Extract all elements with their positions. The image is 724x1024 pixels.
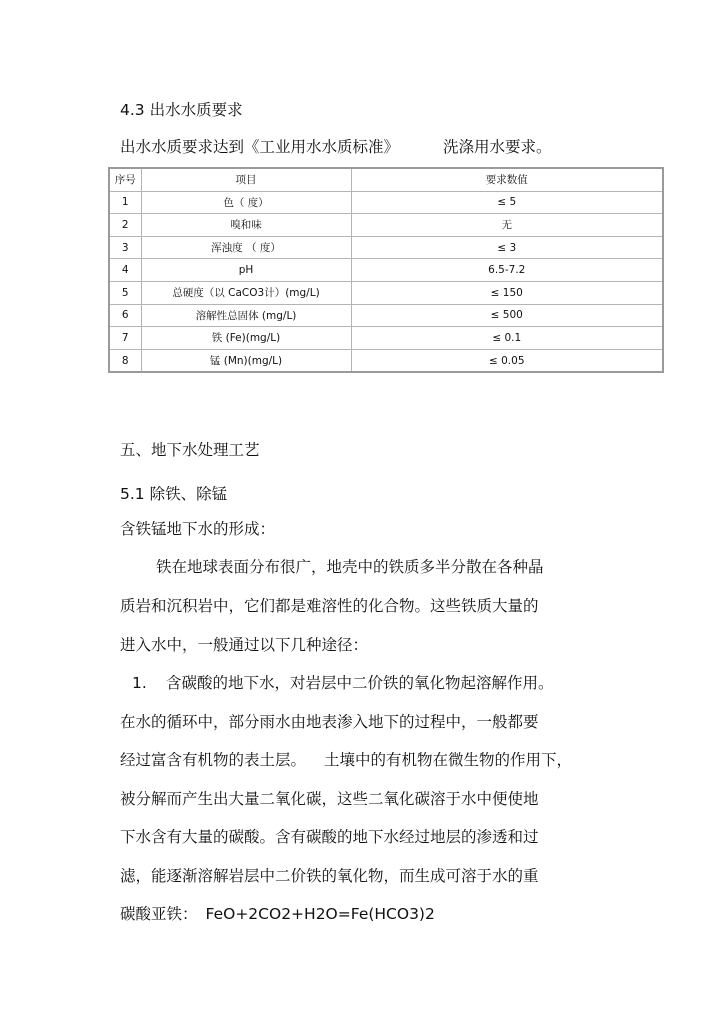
row-index: 8 (109, 349, 141, 372)
row-value: ≤ 150 (351, 281, 663, 304)
row-value: ≤ 500 (351, 304, 663, 327)
paragraph-line: 滤，能逐渐溶解岩层中二价铁的氧化物，而生成可溶于水的重 (120, 867, 539, 885)
table-row (109, 327, 663, 350)
table-row (109, 259, 663, 282)
list-number: 1. (132, 674, 147, 692)
row-index: 4 (109, 259, 141, 282)
table-row (109, 236, 663, 259)
row-value: 无 (351, 214, 663, 237)
row-value: ≤ 0.1 (351, 327, 663, 350)
paragraph-line (120, 750, 572, 770)
row-item: 锰 (Mn)(mg/L) (141, 349, 351, 372)
paragraph-line: 被分解而产生出大量二氧化碳，这些二氧化碳溶于水中便使地 (120, 790, 539, 808)
row-index: 2 (109, 214, 141, 237)
list-item-text: 含碳酸的地下水，对岩层中二价铁的氧化物起溶解作用。 (166, 674, 554, 692)
row-index: 1 (109, 191, 141, 214)
header-item: 项目 (141, 168, 351, 191)
paragraph-fragment: 碳酸亚铁： (120, 905, 198, 923)
list-item-1 (132, 673, 554, 693)
section-4-3-title: 4.3 出水水质要求 (120, 101, 243, 119)
paragraph-line: 在水的循环中，部分雨水由地表渗入地下的过程中，一般都要 (120, 713, 539, 731)
table-header-row (109, 168, 663, 191)
paragraph-line: 质岩和沉积岩中，它们都是难溶性的化合物。这些铁质大量的 (120, 597, 539, 615)
paragraph-line: 下水含有大量的碳酸。含有碳酸的地下水经过地层的渗透和过 (120, 828, 539, 846)
chapter-5-title: 五、地下水处理工艺 (120, 441, 260, 459)
row-item: pH (141, 259, 351, 282)
row-item: 溶解性总固体 (mg/L) (141, 304, 351, 327)
section-5-1-title: 5.1 除铁、除锰 (120, 485, 228, 503)
row-value: ≤ 5 (351, 191, 663, 214)
row-item: 色（ 度） (141, 191, 351, 214)
table-row (109, 281, 663, 304)
row-value: ≤ 0.05 (351, 349, 663, 372)
intro-washing-text: 洗涤用水要求。 (443, 138, 552, 156)
subheading-formation: 含铁锰地下水的形成： (120, 520, 276, 538)
chemical-equation: FeO+2CO2+H2O=Fe(HCO3)2 (205, 905, 435, 923)
row-value: 6.5-7.2 (351, 259, 663, 282)
header-value: 要求数值 (351, 168, 663, 191)
table-row (109, 304, 663, 327)
row-index: 5 (109, 281, 141, 304)
row-item: 浑浊度 （ 度） (141, 236, 351, 259)
table-row (109, 349, 663, 372)
row-value: ≤ 3 (351, 236, 663, 259)
paragraph-line: 进入水中，一般通过以下几种途径： (120, 636, 369, 654)
row-item: 铁 (Fe)(mg/L) (141, 327, 351, 350)
intro-standard-text: 出水水质要求达到《工业用水水质标准》 (120, 138, 400, 156)
header-index: 序号 (109, 168, 141, 191)
paragraph-fragment: 土壤中的有机物在微生物的作用下， (324, 751, 573, 769)
section-4-3-intro (120, 137, 552, 157)
row-index: 6 (109, 304, 141, 327)
table-row (109, 191, 663, 214)
paragraph-line (120, 904, 435, 924)
row-item: 总硬度（以 CaCO3计）(mg/L) (141, 281, 351, 304)
row-index: 7 (109, 327, 141, 350)
row-item: 嗅和味 (141, 214, 351, 237)
paragraph-line: 铁在地球表面分布很广，地壳中的铁质多半分散在各种晶 (156, 558, 544, 576)
table-row (109, 214, 663, 237)
row-index: 3 (109, 236, 141, 259)
paragraph-fragment: 经过富含有机物的表土层。 (120, 751, 307, 769)
water-quality-table (108, 167, 664, 373)
